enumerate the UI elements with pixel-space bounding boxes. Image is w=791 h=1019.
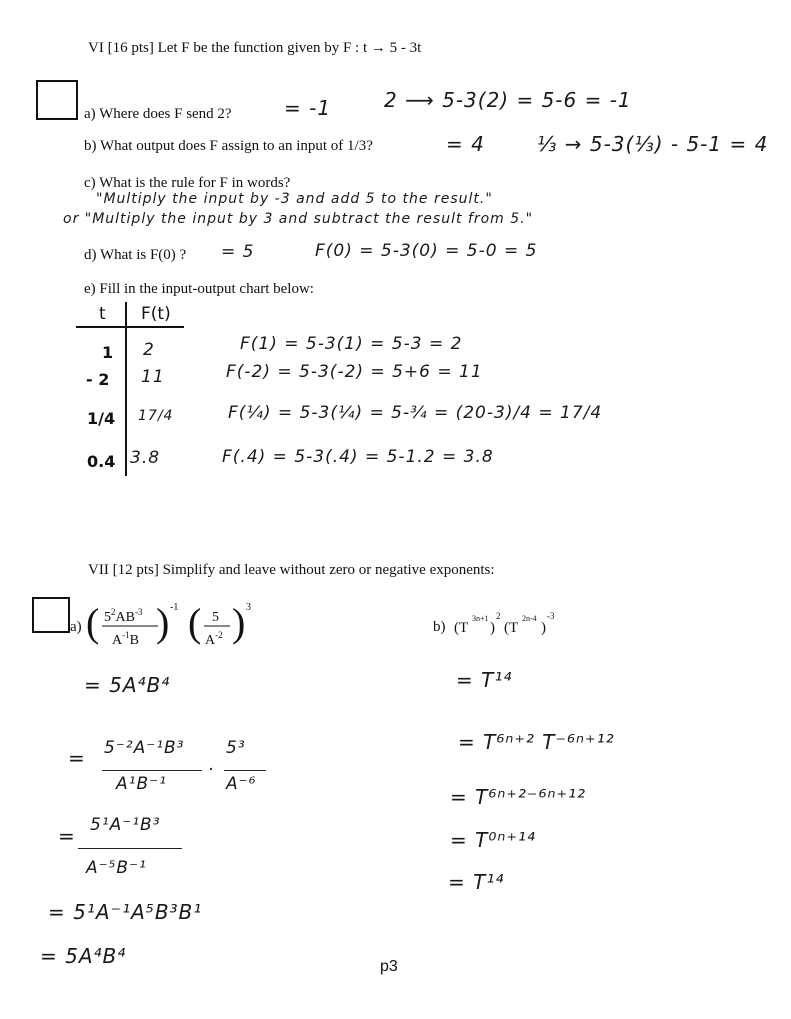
section-6-heading: VI [16 pts] Let F be the function given by F : t → 5 - 3t <box>88 40 422 56</box>
answer-6b: = 4 <box>446 132 485 156</box>
step-7a-3-eq: = <box>58 824 76 848</box>
step-7a-3-bar <box>78 848 182 849</box>
problem-7a-label: a) <box>70 619 82 635</box>
table-column-rule <box>125 302 127 476</box>
table-row-1-t: 1 <box>102 343 114 362</box>
page-number: p3 <box>380 958 398 975</box>
problem-7b-expression <box>452 606 592 640</box>
svg-text:): ) <box>156 600 170 645</box>
question-6d: d) What is F(0) ? <box>84 247 187 263</box>
step-7a-2-bar <box>102 770 202 771</box>
table-row-3-ft: 17/4 <box>138 408 174 424</box>
step-7a-2-bar2 <box>224 770 266 771</box>
table-row-3-work: F(¼) = 5-3(¼) = 5-¾ = (20-3)/4 = 17/4 <box>228 403 603 423</box>
svg-text:5: 5 <box>212 610 219 625</box>
step-7a-2-den: A¹B⁻¹ <box>116 774 167 794</box>
svg-text:-3: -3 <box>547 611 555 621</box>
problem-7a-expression <box>84 596 264 656</box>
section-7-heading: VII [12 pts] Simplify and leave without zero or negative exponents: <box>88 562 495 578</box>
table-header-ft: F(t) <box>141 304 171 324</box>
step-7b-1: = T¹⁴ <box>456 668 513 692</box>
svg-text:): ) <box>490 620 495 636</box>
step-7a-3-num: 5¹A⁻¹B³ <box>90 815 161 835</box>
svg-text:(: ( <box>188 600 202 645</box>
step-7a-2-num: 5⁻²A⁻¹B³ <box>104 738 185 758</box>
step-7a-2-den2: A⁻⁶ <box>226 774 257 794</box>
score-box-6[interactable] <box>36 80 78 120</box>
table-row-2-work: F(-2) = 5-3(-2) = 5+6 = 11 <box>226 362 483 382</box>
answer-6c-line1: "Multiply the input by -3 and add 5 to the result." <box>96 191 493 207</box>
table-row-4-ft: 3.8 <box>130 448 161 468</box>
problem-7b-label: b) <box>433 619 446 635</box>
answer-6a: = -1 <box>284 96 332 120</box>
svg-text:A-2: $A^{-2}$ <box>205 630 223 648</box>
svg-text:-1: -1 <box>170 602 179 613</box>
answer-6c-line2: or "Multiply the input by 3 and subtract the result from 5." <box>63 211 534 227</box>
step-7b-2: = T⁶ⁿ⁺² T⁻⁶ⁿ⁺¹² <box>458 730 615 754</box>
step-7a-5: = 5A⁴B⁴ <box>40 944 127 968</box>
question-6a: a) Where does F send 2? <box>84 106 232 122</box>
step-7b-3: = T⁶ⁿ⁺²⁻⁶ⁿ⁺¹² <box>450 785 587 809</box>
table-row-4-work: F(.4) = 5-3(.4) = 5-1.2 = 3.8 <box>222 447 494 467</box>
svg-text:): ) <box>541 620 546 636</box>
step-7b-4: = T⁰ⁿ⁺¹⁴ <box>450 828 536 852</box>
step-7a-1: = 5A⁴B⁴ <box>84 673 171 697</box>
table-row-3-t: 1/4 <box>87 409 116 428</box>
question-6c: c) What is the rule for F in words? <box>84 175 291 191</box>
table-row-4-t: 0.4 <box>87 452 116 471</box>
step-7a-2-dot: · <box>208 760 215 780</box>
svg-text:2n-4: 2n-4 <box>522 614 537 623</box>
step-7a-2-num2: 5³ <box>226 738 246 758</box>
table-row-1-ft: 2 <box>143 340 155 360</box>
table-row-2-t: - 2 <box>86 370 110 389</box>
svg-text:52AB-3: $5^2AB^{-3}$ <box>104 607 143 625</box>
svg-text:(T: (T <box>454 620 469 636</box>
table-header-rule <box>76 326 184 328</box>
svg-text:3n+1: 3n+1 <box>472 614 489 623</box>
score-box-7[interactable] <box>32 597 70 633</box>
step-7a-4: = 5¹A⁻¹A⁵B³B¹ <box>48 900 203 924</box>
work-6d: F(0) = 5-3(0) = 5-0 = 5 <box>315 241 538 261</box>
question-6b: b) What output does F assign to an input of 1/3? <box>84 138 373 154</box>
work-6a: 2 ⟶ 5-3(2) = 5-6 = -1 <box>384 88 632 112</box>
table-row-2-ft: 11 <box>141 367 165 387</box>
table-header-t: t <box>99 304 106 324</box>
step-7a-2-eq: = <box>68 746 86 770</box>
work-6b: ⅓ → 5-3(⅓) - 5-1 = 4 <box>537 132 769 156</box>
svg-text:): ) <box>232 600 246 645</box>
svg-text:3: 3 <box>246 602 251 613</box>
answer-6d: = 5 <box>221 242 255 262</box>
question-6e: e) Fill in the input-output chart below: <box>84 281 314 297</box>
svg-text:(T: (T <box>504 620 519 636</box>
svg-text:2: 2 <box>496 611 501 621</box>
svg-text:(: ( <box>86 600 100 645</box>
step-7b-5: = T¹⁴ <box>448 870 505 894</box>
table-row-1-work: F(1) = 5-3(1) = 5-3 = 2 <box>240 334 463 354</box>
step-7a-3-den: A⁻⁵B⁻¹ <box>86 858 147 878</box>
svg-text:A-1B: $A^{-1}B$ <box>112 630 139 648</box>
